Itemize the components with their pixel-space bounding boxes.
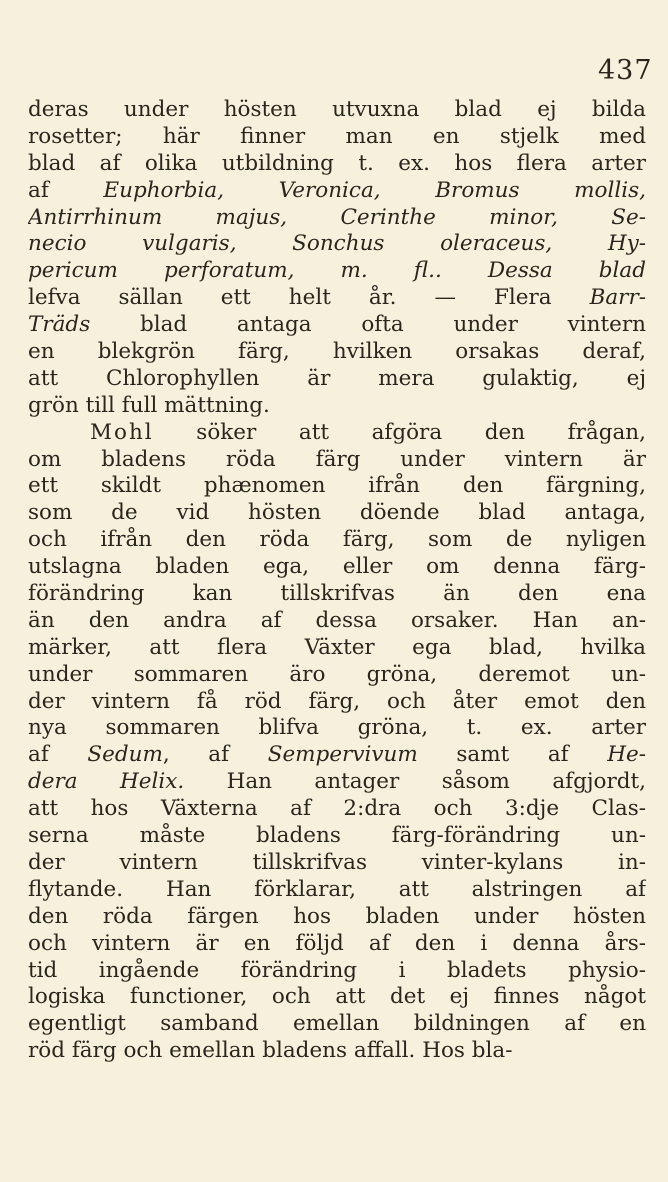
italic-term: He-: [607, 742, 646, 768]
text-line: nya sommaren blifva gröna, t. ex. arter: [28, 715, 646, 741]
italic-term: Sempervivum: [267, 742, 418, 768]
text-line: [28, 420, 646, 447]
text-line: utslagna bladen ega, eller om denna färg-: [28, 554, 646, 580]
italic-term: Barr-: [589, 285, 646, 311]
text-line: der vintern tillskrifvas vinter-kylans in-: [28, 849, 646, 875]
text-line: grön till full mättning.: [28, 392, 270, 418]
species-names: pericum perforatum, m. fl.. Dessa blad: [28, 258, 646, 284]
text-line: att Chlorophyllen är mera gulaktig, ej: [28, 365, 646, 391]
text-line: [28, 178, 646, 205]
text-line: [28, 231, 646, 258]
text-run: blad antaga ofta under vintern: [90, 312, 646, 338]
text-line: den röda färgen hos bladen under hösten: [28, 903, 646, 929]
author-name: Mohl: [90, 419, 154, 445]
text-line: en blekgrön färg, hvilken orsakas deraf,: [28, 339, 646, 365]
text-line: och vintern är en följd af den i denna års-: [28, 930, 646, 956]
text-run: Han antager såsom afgjordt,: [184, 769, 646, 795]
text-line: [28, 258, 646, 285]
body-text: [28, 97, 646, 1065]
text-line: [28, 312, 646, 339]
italic-term: dera Helix.: [28, 769, 185, 795]
text-line: som de vid hösten döende blad antaga,: [28, 500, 646, 526]
text-line: serna måste bladens färg-förändring un-: [28, 823, 646, 849]
text-line: flytande. Han förklarar, att alstringen af: [28, 876, 646, 902]
text-line: rosetter; här finner man en stjelk med: [28, 123, 646, 149]
text-run: samt af: [417, 742, 608, 768]
text-line: än den andra af dessa orsaker. Han an-: [28, 607, 646, 633]
text-line: der vintern få röd färg, och åter emot den: [28, 688, 646, 714]
text-line: tid ingående förändring i bladets physio-: [28, 957, 646, 983]
text-line: logiska functioner, och att det ej finnes något: [28, 984, 646, 1010]
text-run: af: [28, 177, 104, 203]
text-line: [28, 285, 646, 312]
italic-term: Sedum: [87, 742, 163, 768]
italic-term: Träds: [28, 312, 91, 338]
text-run: , af: [162, 742, 268, 768]
text-line: ett skildt phænomen ifrån den färgning,: [28, 473, 646, 499]
text-line: förändring kan tillskrifvas än den ena: [28, 581, 646, 607]
text-line: blad af olika utbildning t. ex. hos flera arter: [28, 150, 646, 176]
text-line: röd färg och emellan bladens affall. Hos bla-: [28, 1038, 513, 1064]
text-line: att hos Växterna af 2:dra och 3:dje Clas-: [28, 796, 646, 822]
species-names: Euphorbia, Veronica, Bromus mollis,: [103, 177, 646, 203]
text-line: under sommaren äro gröna, deremot un-: [28, 661, 646, 687]
text-run: söker att afgöra den frågan,: [153, 419, 646, 445]
species-names: necio vulgaris, Sonchus oleraceus, Hy-: [28, 231, 646, 257]
text-line: deras under hösten utvuxna blad ej bilda: [28, 97, 646, 122]
text-line: och ifrån den röda färg, som de nyligen: [28, 527, 646, 553]
text-line: märker, att flera Växter ega blad, hvilka: [28, 634, 646, 660]
text-run: lefva sällan ett helt år. — Flera: [28, 285, 590, 311]
text-line: egentligt samband emellan bildningen af en: [28, 1011, 646, 1037]
text-line: om bladens röda färg under vintern är: [28, 446, 646, 472]
text-run: af: [28, 742, 88, 768]
page-number: 437: [598, 55, 653, 86]
text-line: [28, 205, 646, 232]
species-names: Antirrhinum majus, Cerinthe minor, Se-: [28, 204, 646, 230]
text-line: [28, 769, 646, 796]
text-line: [28, 742, 646, 769]
